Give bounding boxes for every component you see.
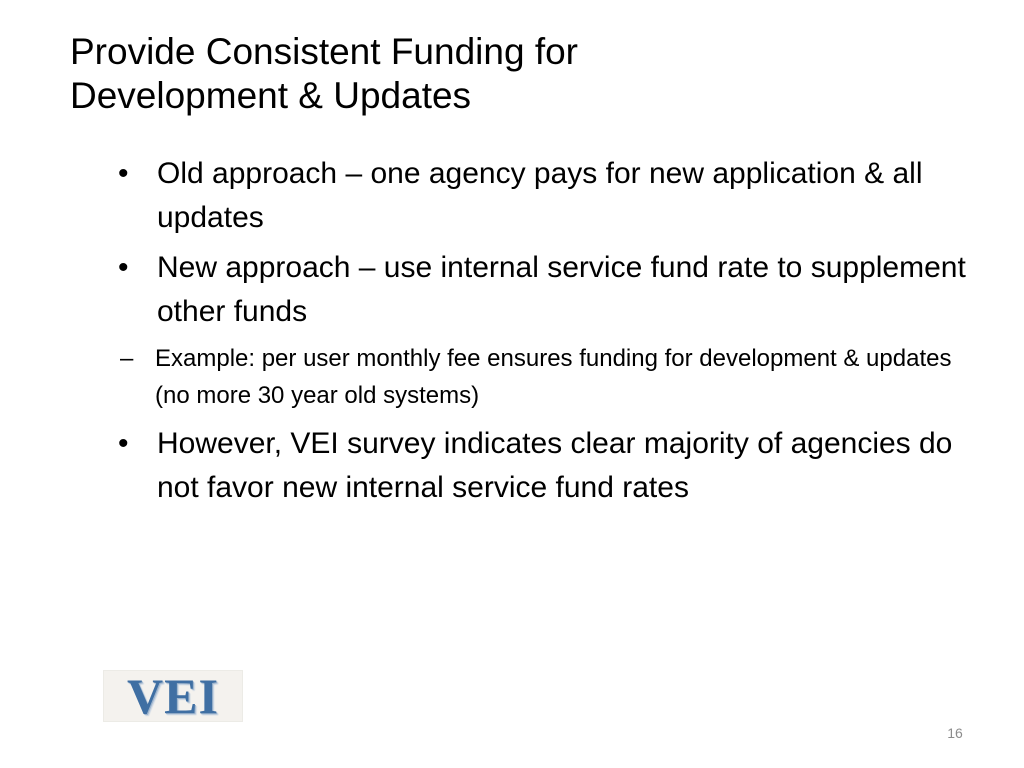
vei-logo [103,670,243,722]
bullet-marker: • [118,251,129,284]
bullet-list [110,152,970,516]
bullet-item-old-approach [110,152,970,240]
slide-title-line-2: Development & Updates [70,75,472,116]
bullet-text: However, VEI survey indicates clear majority of agencies do not favor new internal service fund rates [157,427,953,504]
vei-logo-text: VEI [127,668,219,724]
sub-bullet-container [110,340,970,414]
bullet-item-new-approach [110,246,970,334]
bullet-text: Old approach – one agency pays for new application & all updates [157,157,923,234]
sub-bullet-list [110,340,970,414]
bullet-item-survey [110,422,970,510]
bullet-marker: • [118,427,129,460]
sub-bullet-text: Example: per user monthly fee ensures funding for development & updates (no more 30 year old systems) [155,345,952,409]
slide-title [70,30,950,118]
sub-bullet-marker: – [120,345,134,372]
sub-bullet-item-example [110,340,970,414]
bullet-text: New approach – use internal service fund rate to supplement other funds [157,251,966,328]
bullet-marker: • [118,157,129,190]
page-number: 16 [947,725,963,741]
slide-title-line-1: Provide Consistent Funding for [70,31,578,72]
